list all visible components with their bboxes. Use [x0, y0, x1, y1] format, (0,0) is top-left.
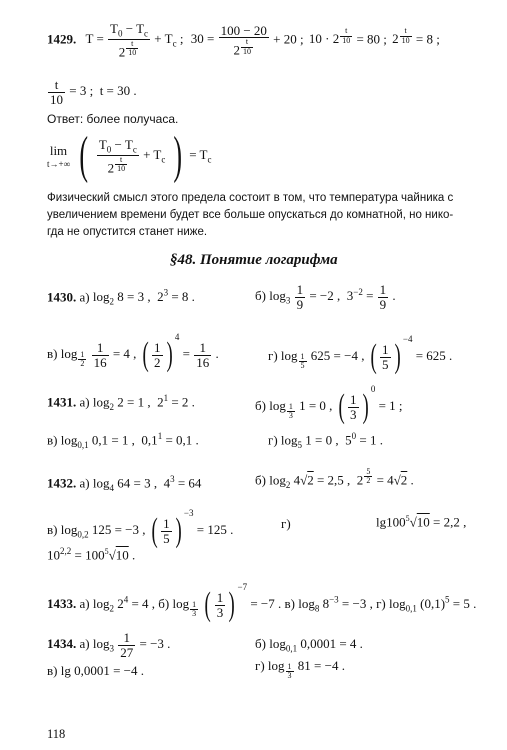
problem-1429-line1: 1429. T = $T_0 - T_c$ 2 $^{\frac{t}{10}}$ + $T_c$ ; 30 = 100 − 20 2 $^{\frac{t}{10}}$ + 20 ; 10 · 2 $^{\frac{t}{10}}$ = 80 ; 2 $^{\frac{t}{10}}$ = 8 ;	[47, 21, 440, 60]
problem-1430-v: в) log $_{\frac{1}{2}}$ $\frac{1}{16}$ = 4 , ( $\frac{1}{2}$ ) $^4$ = $\frac{1}{16}$ .	[47, 332, 219, 374]
problem-1432-b: б) $\log_2 4√2 = 2,5$ , 2 $^{\frac{5}{2}}$ = 4√2 .	[255, 467, 414, 490]
problem-1434-g: г) log $_{\frac{1}{3}}$ 81 = −4 .	[255, 658, 345, 681]
problem-1431-b: б) log $_{\frac{1}{3}}$ 1 = 0 , ( $\frac{1}{3}$ ) $^0$ = 1 ;	[255, 384, 403, 426]
problem-1432-a: 1432. а) $\log_4 64 = 3$ , $4^3 = 64$	[47, 474, 202, 493]
problem-1434-b: б) $\log_{0,1} 0,0001 = 4$ .	[255, 636, 363, 654]
problem-1430-b: б) $\log_3$ $\frac{1}{9}$ = −2 , $3^{-2}$ = $\frac{1}{9}$ .	[255, 282, 396, 312]
problem-1431-g: г) $\log_5 1 = 0$ , $5^0 = 1$ .	[268, 431, 383, 450]
problem-1432-v: в) $\log_{0,2} 125 = -3$ , ( $\frac{1}{5}$ ) $^{-3}$ = 125 .	[47, 508, 234, 550]
problem-1433: 1433. а) $\log_2 2^4 = 4$ , б) log $_{\frac{1}{3}}$ ( $\frac{1}{3}$ ) $^{-7}$ = −7 . в) $\log_8 8^{-3} = -3$ , г) $\log_{0,1} (0,1)^5 = 5$ .	[47, 582, 477, 624]
problem-1434-v: в) lg 0,0001 = −4 .	[47, 663, 144, 678]
explanation-paragraph: Физический смысл этого предела состоит в том, что температура чайника с увеличением времени будет все больше опускаться до комнатной, но нико- гда не опустится станет ниже.	[47, 192, 454, 238]
problem-1432-g-label: г)	[281, 516, 291, 531]
problem-1431-v: в) $\log_{0,1} 0,1 = 1$ , $0,1^1 = 0,1$ .	[47, 431, 199, 450]
problem-1431-a: 1431. а) $\log_2 2 = 1$ , $2^1 = 2$ .	[47, 393, 195, 412]
problem-1430-a: 1430. а) $\log_2 8 = 3$ , $2^3 = 8$ .	[47, 288, 195, 307]
problem-1429-line2: $\frac{t}{10}$ = 3 ; t = 30 .	[50, 77, 137, 107]
answer-text: Ответ: более получаса.	[47, 112, 179, 126]
page-number: 118	[47, 727, 66, 741]
fraction-100-minus-20: 100 − 20 2 $^{\frac{t}{10}}$	[220, 22, 267, 58]
section-heading: §48. Понятие логарифма	[170, 252, 338, 268]
limit-expression: lim t→+∞ ( $T_0 - T_c$ 2 $^{\frac{t}{10}}$ + $T_c$ ) = $T_c$	[47, 127, 212, 184]
problem-1432-g-cont: $10^{2,2} = 100^5√10$ .	[47, 546, 136, 563]
fraction-t0-minus-tc: $T_0 - T_c$ 2 $^{\frac{t}{10}}$	[110, 21, 149, 60]
problem-1430-g: г) log $_{\frac{1}{5}}$ 625 = −4 , ( $\frac{1}{5}$ ) $^{-4}$ = 625 .	[268, 334, 453, 376]
problem-number-1429: 1429.	[47, 31, 77, 47]
problem-1434-a: 1434. а) $\log_3$ $\frac{1}{27}$ = −3 .	[47, 630, 171, 660]
problem-1432-g: $\lg 100^5√10 = 2,2$ ,	[376, 514, 467, 530]
